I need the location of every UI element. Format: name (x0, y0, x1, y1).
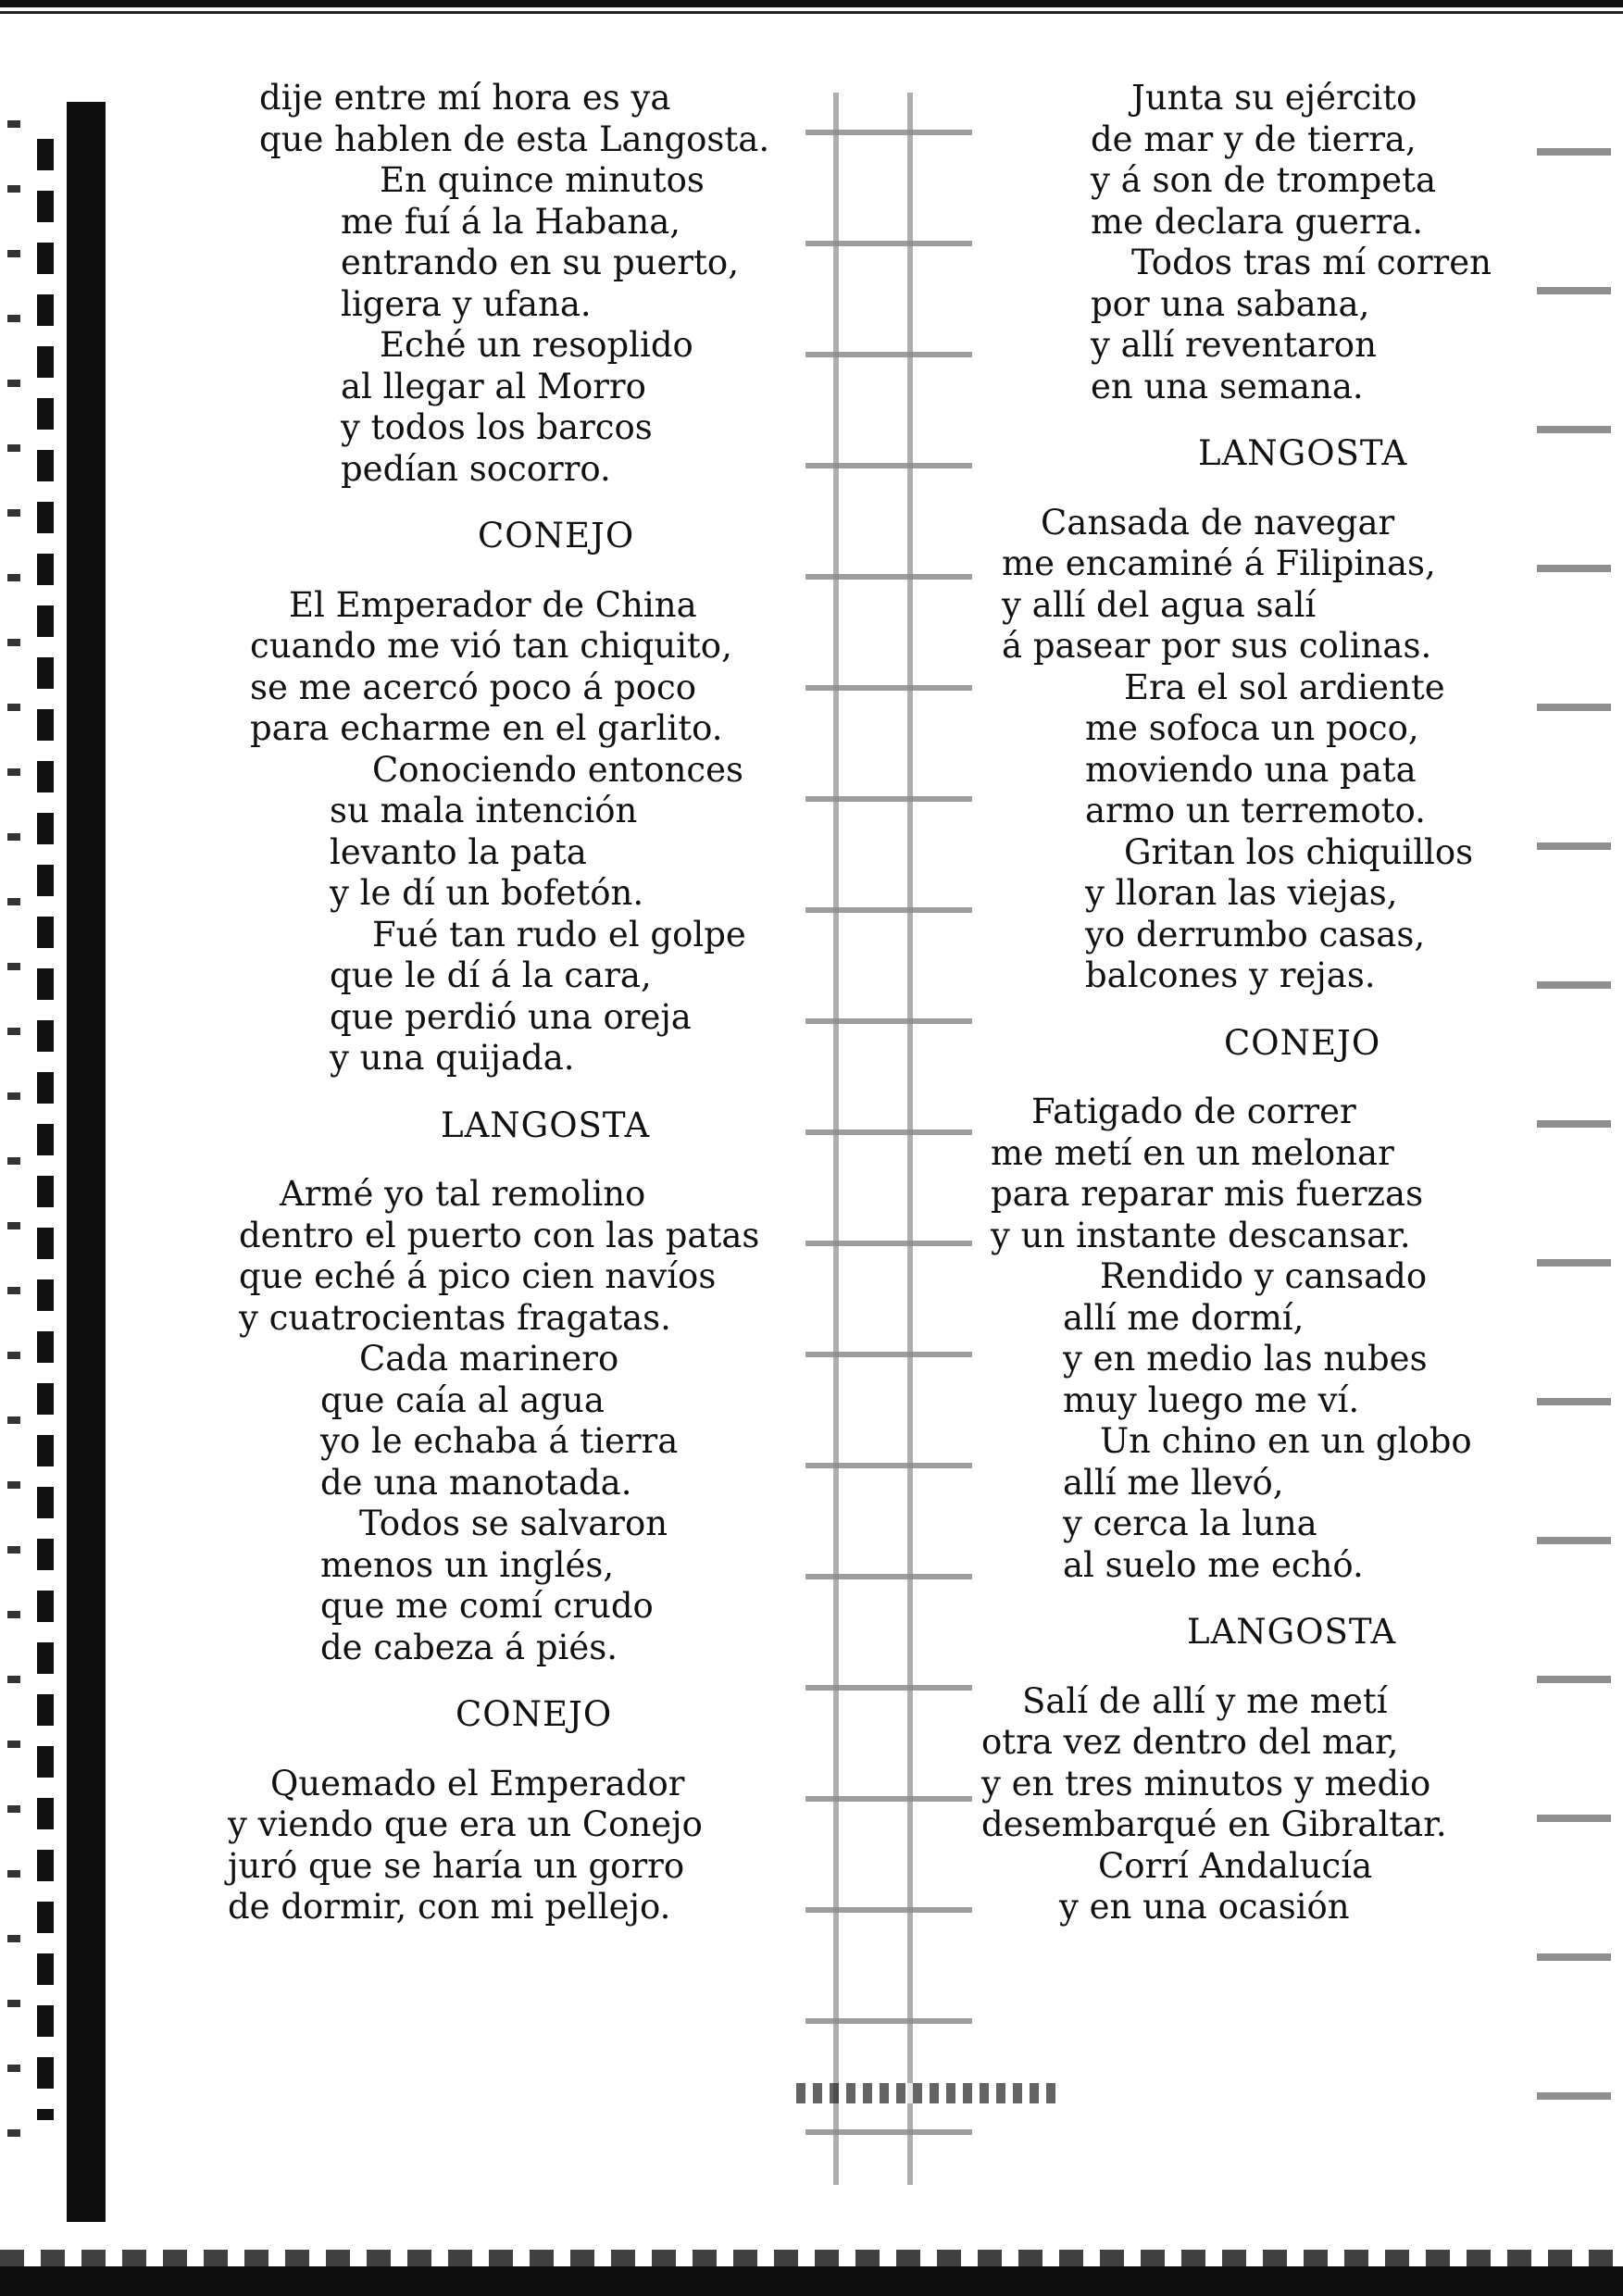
verse-line: Cansada de navegar (1041, 502, 1395, 543)
verse-line: Todos tras mí corren (1131, 243, 1492, 282)
verse-line: y viendo que era un Conejo (228, 1804, 703, 1844)
verse-line: menos un inglés, (320, 1544, 615, 1585)
verse-line: levanto la pata (330, 831, 587, 872)
verse-line: muy luego me ví. (1063, 1379, 1360, 1420)
verse-line: y una quijada. (330, 1038, 575, 1078)
verse-line: se me acercó poco á poco (250, 667, 697, 707)
verse-line: Eché un resoplido (380, 325, 693, 365)
verse-line: Quemado el Emperador (270, 1763, 685, 1803)
verse-line: juró que se haría un gorro (228, 1845, 685, 1886)
verse-line: por una sabana, (1091, 283, 1370, 324)
verse-line: Gritan los chiquillos (1124, 831, 1474, 872)
verse-line: armo un terremoto. (1085, 791, 1426, 830)
verse-line: que caía al agua (320, 1379, 605, 1420)
verse-line: desembarqué en Gibraltar. (981, 1804, 1447, 1844)
verse-line: allí me dormí, (1063, 1297, 1305, 1338)
verse-line: de mar y de tierra, (1091, 119, 1417, 159)
top-border-rule-thin (0, 11, 1623, 14)
verse-line: Armé yo tal remolino (280, 1174, 646, 1214)
verse-line: y le dí un bofetón. (330, 873, 644, 913)
bottom-smudge (796, 2083, 1055, 2103)
verse-line: En quince minutos (380, 160, 705, 200)
verse-line: y cuatrocientas fragatas. (239, 1297, 671, 1338)
left-text-column (222, 78, 815, 1928)
verse-line: me fuí á la Habana, (341, 201, 681, 242)
verse-line: y todos los barcos (341, 407, 653, 447)
verse-line: balcones y rejas. (1085, 955, 1376, 995)
verse-line: dije entre mí hora es ya (259, 78, 671, 118)
section-heading: LANGOSTA (1198, 433, 1408, 473)
verse-line: me metí en un melonar (991, 1132, 1394, 1173)
verse-line: de cabeza á piés. (320, 1627, 618, 1667)
section-heading: LANGOSTA (1187, 1612, 1397, 1652)
verse-line: Conociendo entonces (372, 749, 744, 790)
verse-line: de dormir, con mi pellejo. (228, 1887, 671, 1927)
verse-line: que le dí á la cara, (330, 955, 652, 995)
verse-line: dentro el puerto con las patas (239, 1215, 760, 1255)
binding-shadow-outer (7, 120, 20, 2157)
verse-line: allí me llevó, (1063, 1462, 1284, 1503)
verse-line: Cada marinero (359, 1339, 619, 1379)
verse-line: pedían socorro. (341, 448, 611, 489)
verse-line: Salí de allí y me metí (1022, 1680, 1388, 1721)
verse-line: me sofoca un poco, (1085, 708, 1419, 748)
top-border-rule (0, 0, 1623, 7)
verse-line: y un instante descansar. (991, 1215, 1411, 1255)
verse-line: yo le echaba á tierra (320, 1421, 679, 1461)
verse-line: yo derrumbo casas, (1085, 914, 1426, 955)
verse-line: y cerca la luna (1063, 1504, 1317, 1543)
verse-line: que me comí crudo (320, 1586, 654, 1626)
verse-line: moviendo una pata (1085, 749, 1417, 790)
verse-line: Rendido y cansado (1100, 1256, 1428, 1296)
verse-line: y allí del agua salí (1002, 584, 1317, 625)
verse-line: y en tres minutos y medio (981, 1763, 1431, 1803)
verse-line: Fué tan rudo el golpe (372, 914, 746, 955)
bottom-border-rule (0, 2266, 1623, 2296)
verse-line: y allí reventaron (1091, 325, 1377, 365)
gutter-scan-noise (805, 93, 972, 2185)
verse-line: al suelo me echó. (1063, 1544, 1364, 1585)
verse-line: Todos se salvaron (359, 1504, 668, 1543)
right-text-column (981, 78, 1537, 1928)
binding-shadow-middle (37, 139, 54, 2120)
verse-line: y en medio las nubes (1063, 1339, 1428, 1379)
verse-line: de una manotada. (320, 1462, 632, 1503)
section-heading: CONEJO (1224, 1022, 1381, 1063)
verse-line: y á son de trompeta (1091, 160, 1437, 200)
verse-line: para reparar mis fuerzas (991, 1174, 1424, 1214)
verse-line: entrando en su puerto, (341, 243, 739, 282)
verse-line: El Emperador de China (289, 584, 697, 625)
verse-line: y lloran las viejas, (1085, 873, 1398, 913)
binding-shadow (67, 102, 106, 2222)
verse-line: para echarme en el garlito. (250, 708, 723, 748)
verse-line: Era el sol ardiente (1124, 667, 1445, 707)
verse-line: ligera y ufana. (341, 283, 592, 324)
verse-line: Corrí Andalucía (1098, 1845, 1373, 1886)
verse-line: á pasear por sus colinas. (1002, 626, 1432, 666)
verse-line: otra vez dentro del mar, (981, 1722, 1399, 1762)
section-heading: CONEJO (478, 516, 635, 555)
verse-line: y en una ocasión (1059, 1887, 1350, 1927)
verse-line: en una semana. (1091, 366, 1364, 406)
section-heading: LANGOSTA (441, 1104, 651, 1145)
verse-line: Un chino en un globo (1100, 1421, 1472, 1461)
verse-line: que hablen de esta Langosta. (259, 119, 770, 159)
verse-line: Fatigado de correr (1031, 1092, 1356, 1131)
verse-line: al llegar al Morro (341, 366, 646, 406)
verse-line: me encaminé á Filipinas, (1002, 543, 1436, 583)
verse-line: Junta su ejército (1131, 78, 1417, 118)
section-heading: CONEJO (456, 1694, 613, 1734)
bottom-border-ragged (0, 2250, 1623, 2266)
verse-line: cuando me vió tan chiquito, (250, 626, 732, 666)
verse-line: me declara guerra. (1091, 201, 1424, 242)
right-edge-scan-noise (1537, 93, 1611, 2185)
verse-line: que perdió una oreja (330, 996, 692, 1037)
verse-line: su mala intención (330, 791, 638, 830)
verse-line: que eché á pico cien navíos (239, 1256, 717, 1296)
